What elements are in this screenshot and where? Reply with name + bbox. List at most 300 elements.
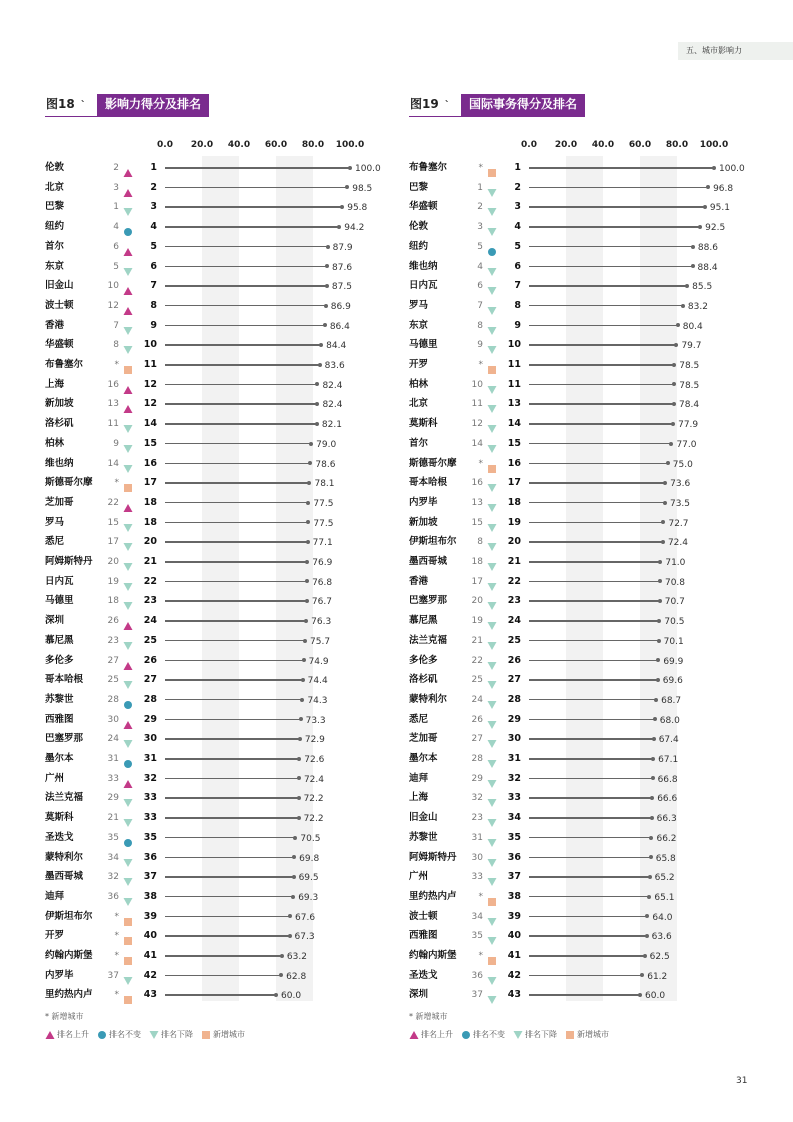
current-rank: 26 — [507, 654, 521, 666]
previous-rank: 8 — [477, 320, 483, 331]
score-value-label: 67.6 — [295, 912, 316, 923]
current-rank: 43 — [143, 989, 157, 1001]
score-bar — [165, 719, 301, 721]
x-tick-label: 100.0 — [335, 140, 365, 150]
rank-down-icon — [487, 833, 497, 843]
score-bar — [529, 463, 668, 465]
score-value-label: 77.5 — [313, 518, 334, 529]
rank-down-icon — [123, 321, 133, 331]
city-name: 东京 — [409, 319, 429, 331]
previous-rank: 21 — [107, 813, 119, 824]
score-bar — [165, 364, 320, 366]
rank-up-icon — [123, 616, 133, 626]
rank-down-icon — [487, 183, 497, 193]
previous-rank: 4 — [477, 261, 483, 272]
table-row — [45, 830, 390, 850]
score-bar — [165, 541, 308, 543]
table-row — [409, 416, 754, 436]
rank-down-icon — [487, 557, 497, 567]
score-value-label: 72.4 — [667, 538, 688, 549]
score-value-label: 72.2 — [303, 794, 324, 805]
city-name: 华盛顿 — [45, 339, 74, 351]
table-row — [409, 909, 754, 929]
figure-title-bar — [45, 94, 209, 117]
current-rank: 36 — [143, 851, 157, 863]
rank-down-icon — [513, 1030, 523, 1040]
city-name: 洛杉矶 — [409, 674, 438, 686]
score-bar — [165, 797, 299, 799]
score-value-label: 74.3 — [307, 695, 328, 706]
previous-rank: 25 — [107, 675, 119, 686]
x-tick-label: 60.0 — [628, 140, 652, 150]
previous-rank: 24 — [107, 734, 119, 745]
current-rank: 32 — [507, 772, 521, 784]
city-name: 马德里 — [409, 339, 438, 351]
table-row — [409, 613, 754, 633]
current-rank: 11 — [507, 359, 521, 370]
current-rank: 29 — [507, 713, 521, 725]
current-rank: 2 — [514, 181, 521, 193]
previous-rank: * — [114, 911, 119, 922]
current-rank: 38 — [143, 890, 157, 902]
previous-rank: 17 — [107, 537, 119, 548]
city-name: 日内瓦 — [409, 280, 438, 292]
table-row — [45, 180, 390, 200]
rank-down-icon — [487, 321, 497, 331]
table-row — [409, 830, 754, 850]
score-value-label: 87.6 — [332, 262, 353, 273]
previous-rank: 16 — [107, 379, 119, 390]
previous-rank: 22 — [471, 655, 483, 666]
previous-rank: 34 — [471, 911, 483, 922]
table-row — [45, 633, 390, 653]
score-value-label: 77.1 — [312, 538, 333, 549]
score-value-label: 88.6 — [697, 242, 718, 253]
city-name: 约翰内斯堡 — [45, 950, 93, 961]
chart-legend — [45, 1029, 245, 1040]
current-rank: 26 — [143, 654, 157, 666]
current-rank: 20 — [507, 536, 521, 548]
table-row — [409, 396, 754, 416]
score-bar — [529, 167, 714, 169]
table-row — [45, 968, 390, 988]
city-name: 日内瓦 — [45, 575, 74, 587]
score-value-label: 63.6 — [651, 932, 672, 943]
x-tick-label: 100.0 — [699, 140, 729, 150]
rank-down-icon — [123, 557, 133, 567]
current-rank: 39 — [507, 910, 521, 922]
score-value-label: 69.6 — [662, 676, 683, 687]
legend-item-new — [201, 1029, 245, 1040]
score-bar — [165, 679, 303, 681]
table-row — [409, 377, 754, 397]
score-value-label: 74.9 — [308, 656, 329, 667]
score-value-label: 83.2 — [687, 301, 708, 312]
score-value-label: 66.6 — [657, 794, 678, 805]
chart-legend — [409, 1029, 609, 1040]
city-name: 维也纳 — [45, 457, 74, 469]
score-value-label: 95.1 — [709, 203, 730, 214]
current-rank: 15 — [507, 437, 521, 449]
score-value-label: 61.2 — [647, 971, 668, 982]
table-row — [409, 219, 754, 239]
city-name: 维也纳 — [409, 260, 438, 272]
rank-down-icon — [487, 577, 497, 587]
table-row — [45, 613, 390, 633]
score-bar — [165, 463, 310, 465]
footnote-new-city: * 新增城市 — [409, 1012, 448, 1021]
score-bar — [529, 581, 660, 583]
previous-rank: 24 — [471, 694, 483, 705]
table-row — [45, 199, 390, 219]
current-rank: 25 — [143, 634, 157, 646]
city-name: 柏林 — [45, 437, 65, 449]
rank-down-icon — [487, 695, 497, 705]
current-rank: 5 — [514, 240, 521, 252]
score-value-label: 76.7 — [311, 597, 332, 608]
table-row — [409, 810, 754, 830]
previous-rank: * — [114, 478, 119, 489]
table-row — [45, 298, 390, 318]
score-value-label: 77.9 — [678, 420, 699, 431]
score-value-label: 78.5 — [679, 361, 700, 371]
city-name: 迪拜 — [45, 890, 65, 902]
table-row — [409, 436, 754, 456]
previous-rank: 16 — [471, 478, 483, 489]
table-row — [45, 515, 390, 535]
current-rank: 27 — [507, 674, 521, 686]
city-name: 新加坡 — [45, 398, 74, 410]
score-bar — [165, 994, 276, 996]
score-value-label: 71.0 — [665, 558, 686, 568]
score-value-label: 70.5 — [300, 833, 321, 844]
score-bar — [529, 384, 674, 386]
legend-label: 排名不变 — [473, 1030, 505, 1039]
score-value-label: 67.4 — [658, 735, 679, 746]
city-name: 首尔 — [409, 437, 429, 449]
score-bar — [165, 837, 295, 839]
table-row — [409, 160, 754, 180]
city-name: 墨西哥城 — [409, 556, 448, 567]
previous-rank: 27 — [107, 655, 119, 666]
current-rank: 11 — [507, 378, 521, 390]
city-name: 布鲁塞尔 — [409, 162, 448, 173]
rank-down-icon — [487, 813, 497, 823]
rank-down-icon — [149, 1030, 159, 1040]
score-bar — [529, 285, 687, 287]
table-row — [45, 278, 390, 298]
table-row — [45, 160, 390, 180]
rank-down-icon — [487, 518, 497, 528]
previous-rank: 10 — [471, 379, 483, 390]
figure-title: 影响力得分及排名 — [97, 94, 209, 116]
table-row — [409, 850, 754, 870]
city-name: 北京 — [409, 398, 429, 410]
current-rank: 18 — [507, 496, 521, 508]
rank-down-icon — [123, 892, 133, 902]
current-rank: 1 — [150, 162, 157, 173]
rank-same-icon — [461, 1030, 471, 1040]
city-name: 西雅图 — [409, 930, 438, 942]
city-name: 圣迭戈 — [409, 969, 438, 981]
city-name: 里约热内卢 — [45, 989, 93, 1001]
table-row — [45, 357, 390, 377]
current-rank: 12 — [143, 378, 157, 390]
current-rank: 33 — [143, 812, 157, 824]
previous-rank: 26 — [471, 714, 483, 725]
score-value-label: 77.5 — [313, 498, 334, 509]
city-name: 墨尔本 — [409, 753, 438, 764]
rank-down-icon — [487, 774, 497, 784]
city-name: 阿姆斯特丹 — [409, 851, 457, 863]
rank-same-icon — [123, 695, 133, 705]
city-name: 深圳 — [409, 989, 429, 1001]
city-name: 布鲁塞尔 — [45, 359, 84, 370]
city-name: 巴黎 — [45, 201, 65, 213]
legend-label: 新增城市 — [213, 1030, 245, 1039]
score-value-label: 67.1 — [658, 755, 679, 765]
score-bar — [529, 916, 647, 918]
score-value-label: 70.5 — [664, 617, 685, 628]
table-row — [45, 534, 390, 554]
city-name: 法兰克福 — [45, 792, 84, 804]
current-rank: 34 — [507, 812, 521, 824]
score-bar — [165, 620, 306, 622]
previous-rank: 3 — [113, 182, 119, 193]
previous-rank: 8 — [113, 340, 119, 351]
score-value-label: 78.5 — [679, 380, 700, 391]
previous-rank: 12 — [471, 419, 483, 430]
score-value-label: 82.1 — [321, 420, 342, 431]
table-row — [409, 889, 754, 909]
current-rank: 3 — [514, 201, 521, 213]
score-bar — [165, 876, 294, 878]
score-bar — [165, 778, 299, 780]
rank-up-icon — [123, 399, 133, 409]
previous-rank: 7 — [113, 320, 119, 331]
current-rank: 30 — [507, 733, 521, 745]
previous-rank: 27 — [471, 734, 483, 745]
score-value-label: 76.8 — [312, 577, 333, 588]
new-city-icon — [123, 478, 133, 488]
city-name: 莫斯科 — [409, 418, 438, 430]
score-bar — [529, 640, 659, 642]
legend-label: 排名上升 — [57, 1030, 89, 1039]
city-name: 慕尼黑 — [409, 615, 438, 627]
previous-rank: 18 — [471, 557, 483, 567]
current-rank: 43 — [507, 989, 521, 1001]
previous-rank: * — [114, 360, 119, 370]
score-value-label: 79.7 — [681, 341, 702, 352]
score-bar — [165, 561, 307, 563]
x-tick-label: 0.0 — [157, 140, 173, 150]
current-rank: 22 — [143, 575, 157, 587]
score-bar — [165, 206, 342, 208]
current-rank: 14 — [143, 418, 157, 430]
table-row — [409, 653, 754, 673]
score-bar — [165, 482, 309, 484]
city-name: 华盛顿 — [409, 201, 438, 213]
score-bar — [165, 896, 293, 898]
previous-rank: 4 — [113, 222, 119, 233]
table-row — [409, 337, 754, 357]
table-row — [45, 554, 390, 574]
city-name: 马德里 — [45, 595, 74, 607]
rank-down-icon — [123, 813, 133, 823]
previous-rank: 13 — [107, 399, 119, 410]
previous-rank: 32 — [471, 793, 483, 804]
previous-rank: 21 — [471, 635, 483, 646]
city-name: 广州 — [45, 772, 65, 784]
new-city-icon — [565, 1030, 575, 1040]
city-name: 纽约 — [45, 221, 65, 233]
score-bar — [529, 522, 663, 524]
score-bar — [165, 266, 327, 268]
previous-rank: * — [114, 990, 119, 1001]
current-rank: 13 — [507, 398, 521, 410]
city-name: 洛杉矶 — [45, 418, 74, 430]
score-bar — [165, 187, 347, 189]
previous-rank: 14 — [471, 438, 483, 449]
table-row — [409, 574, 754, 594]
current-rank: 3 — [150, 201, 157, 213]
score-value-label: 75.7 — [310, 636, 331, 647]
city-name: 伦敦 — [409, 221, 429, 233]
score-bar — [165, 344, 321, 346]
current-rank: 35 — [507, 831, 521, 843]
score-value-label: 86.9 — [330, 301, 351, 312]
city-name: 巴黎 — [409, 181, 429, 193]
city-name: 芝加哥 — [409, 733, 438, 745]
new-city-icon — [487, 892, 497, 902]
previous-rank: 9 — [113, 438, 119, 449]
score-bar — [165, 246, 328, 248]
rank-up-icon — [123, 163, 133, 173]
rank-down-icon — [123, 262, 133, 272]
previous-rank: 17 — [471, 576, 483, 587]
rank-down-icon — [123, 872, 133, 882]
city-name: 迪拜 — [409, 772, 429, 784]
table-row — [409, 199, 754, 219]
rank-up-icon — [123, 281, 133, 291]
rank-up-icon — [123, 656, 133, 666]
city-name: 墨尔本 — [45, 753, 74, 764]
city-name: 开罗 — [45, 930, 65, 942]
score-bar — [529, 719, 655, 721]
new-city-icon — [123, 912, 133, 922]
table-row — [45, 653, 390, 673]
table-row — [45, 672, 390, 692]
score-bar — [529, 364, 674, 366]
legend-label: 排名不变 — [109, 1030, 141, 1039]
table-row — [45, 574, 390, 594]
current-rank: 11 — [143, 359, 157, 370]
table-row — [45, 259, 390, 279]
previous-rank: 35 — [471, 931, 483, 942]
table-row — [409, 790, 754, 810]
score-value-label: 60.0 — [281, 991, 302, 1002]
score-value-label: 78.1 — [314, 479, 335, 490]
rank-down-icon — [487, 380, 497, 390]
score-bar — [165, 600, 307, 602]
score-bar — [165, 167, 350, 169]
current-rank: 21 — [507, 556, 521, 567]
rank-down-icon — [487, 675, 497, 685]
city-name: 伊斯坦布尔 — [45, 910, 93, 922]
score-bar — [165, 640, 305, 642]
score-value-label: 69.9 — [663, 656, 684, 667]
table-row — [409, 495, 754, 515]
legend-label: 排名上升 — [421, 1030, 453, 1039]
current-rank: 19 — [507, 516, 521, 528]
previous-rank: * — [478, 891, 483, 902]
rank-down-icon — [123, 459, 133, 469]
score-value-label: 63.2 — [286, 952, 307, 962]
current-rank: 9 — [150, 319, 157, 331]
table-row — [409, 869, 754, 889]
rank-down-icon — [123, 734, 133, 744]
score-bar — [529, 206, 705, 208]
score-value-label: 73.3 — [305, 715, 326, 726]
previous-rank: 30 — [107, 714, 119, 725]
city-name: 巴塞罗那 — [409, 595, 448, 607]
previous-rank: 12 — [107, 300, 119, 311]
score-bar — [165, 975, 281, 977]
previous-rank: 8 — [477, 537, 483, 548]
table-row — [409, 534, 754, 554]
score-value-label: 68.7 — [661, 695, 682, 706]
score-value-label: 67.3 — [294, 932, 315, 943]
current-rank: 18 — [143, 496, 157, 508]
rank-down-icon — [487, 971, 497, 981]
previous-rank: * — [478, 163, 483, 173]
rank-up-icon — [45, 1030, 55, 1040]
table-row — [45, 790, 390, 810]
score-value-label: 66.2 — [656, 833, 677, 844]
score-bar — [529, 679, 658, 681]
current-rank: 22 — [507, 575, 521, 587]
rank-down-icon — [123, 793, 133, 803]
current-rank: 35 — [143, 831, 157, 843]
city-name: 罗马 — [409, 299, 429, 311]
rank-down-icon — [487, 262, 497, 272]
city-name: 里约热内卢 — [409, 890, 457, 902]
score-bar — [529, 600, 660, 602]
score-value-label: 100.0 — [355, 164, 381, 174]
score-bar — [529, 305, 683, 307]
table-row — [45, 475, 390, 495]
city-name: 西雅图 — [45, 713, 74, 725]
city-name: 苏黎世 — [409, 831, 438, 843]
score-value-label: 80.4 — [682, 321, 703, 332]
score-bar — [165, 581, 307, 583]
score-bar — [529, 994, 640, 996]
score-value-label: 70.8 — [664, 577, 686, 588]
score-bar — [529, 699, 656, 701]
previous-rank: 22 — [107, 497, 119, 508]
table-row — [45, 416, 390, 436]
current-rank: 37 — [507, 871, 521, 883]
city-name: 圣迭戈 — [45, 831, 74, 843]
current-rank: 20 — [143, 536, 157, 548]
current-rank: 31 — [143, 753, 157, 764]
new-city-icon — [123, 990, 133, 1000]
table-row — [45, 948, 390, 968]
current-rank: 12 — [143, 398, 157, 410]
city-name: 内罗毕 — [45, 969, 74, 981]
rank-down-icon — [123, 340, 133, 350]
score-value-label: 66.8 — [657, 774, 678, 785]
